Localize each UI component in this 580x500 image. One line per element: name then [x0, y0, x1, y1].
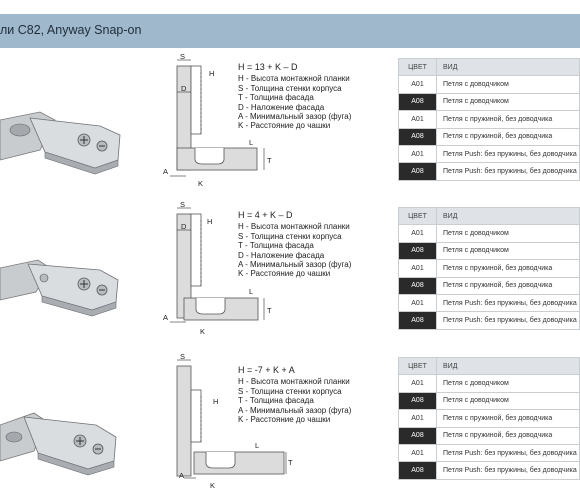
color-code: A08 — [399, 93, 437, 110]
hinge-inset-photo — [0, 395, 130, 485]
dim-label-l: L — [255, 441, 260, 450]
table-row — [399, 375, 580, 392]
table-row — [399, 260, 580, 277]
table-row — [399, 93, 580, 110]
variant-desc: Петля с пружиной, без доводчика — [437, 128, 580, 145]
color-code: A01 — [399, 111, 437, 128]
table-row — [399, 277, 580, 294]
formula-block — [238, 63, 351, 131]
legend-line: T - Толщина фасада — [238, 241, 314, 251]
variant-desc: Петля с пружиной, без доводчика — [437, 427, 580, 444]
table-row — [399, 111, 580, 128]
legend-line: H - Высота монтажной планки — [238, 222, 350, 232]
color-code: A01 — [399, 294, 437, 311]
dim-label-d: D — [181, 84, 187, 93]
dim-label-a: A — [163, 313, 169, 322]
color-code: A01 — [399, 444, 437, 461]
variant-desc: Петля Push: без пружины, без доводчика — [437, 294, 580, 311]
dim-label-s: S — [180, 52, 186, 61]
formula-block — [238, 366, 351, 424]
table-row — [399, 163, 580, 180]
dim-label-k: K — [198, 179, 204, 188]
dim-label-l: L — [249, 138, 254, 147]
dim-label-t: T — [267, 306, 272, 315]
variant-desc: Петля с доводчиком — [437, 392, 580, 409]
variant-table — [398, 207, 580, 330]
legend-line: H - Высота монтажной планки — [238, 377, 350, 387]
column-header-type: ВИД — [437, 358, 580, 375]
variant-desc: Петля с доводчиком — [437, 225, 580, 242]
variant-desc: Петля Push: без пружины, без доводчика — [437, 444, 580, 461]
variant-desc: Петля с пружиной, без доводчика — [437, 260, 580, 277]
dim-label-h: H — [209, 69, 215, 78]
legend-line: S - Толщина стенки корпуса — [238, 83, 342, 93]
variant-desc: Петля Push: без пружины, без доводчика — [437, 462, 580, 479]
column-header-type: ВИД — [437, 59, 580, 76]
legend-line: K - Расстояние до чашки — [238, 415, 331, 425]
color-code: A08 — [399, 163, 437, 180]
color-code: A01 — [399, 225, 437, 242]
legend-line: A - Минимальный зазор (фуга) — [238, 260, 352, 270]
table-row — [399, 225, 580, 242]
legend-line: T - Толщина фасада — [238, 396, 314, 406]
column-header-type: ВИД — [437, 208, 580, 225]
table-row — [399, 462, 580, 479]
color-code: A08 — [399, 462, 437, 479]
variant-desc: Петля с пружиной, без доводчика — [437, 111, 580, 128]
color-code: A01 — [399, 145, 437, 162]
variant-desc: Петля Push: без пружины, без доводчика — [437, 145, 580, 162]
legend-line: A - Минимальный зазор (фуга) — [238, 405, 352, 415]
legend-line: D - Наложение фасада — [238, 250, 325, 260]
variant-table — [398, 357, 580, 480]
variant-desc: Петля с пружиной, без доводчика — [437, 410, 580, 427]
table-row — [399, 242, 580, 259]
dim-label-l: L — [249, 287, 254, 296]
dim-label-k: K — [200, 327, 206, 336]
table-row — [399, 76, 580, 93]
variant-desc: Петля с доводчиком — [437, 93, 580, 110]
dim-label-t: T — [267, 156, 272, 165]
column-header-color: ЦВЕТ — [399, 59, 437, 76]
header-bar — [0, 14, 580, 48]
column-header-color: ЦВЕТ — [399, 208, 437, 225]
dim-label-s: S — [180, 352, 186, 361]
color-code: A01 — [399, 375, 437, 392]
legend-line: T - Толщина фасада — [238, 93, 314, 103]
table-row — [399, 410, 580, 427]
hinge-overlay-photo — [0, 90, 130, 180]
legend-line: A - Минимальный зазор (фуга) — [238, 112, 352, 122]
legend-line: H - Высота монтажной планки — [238, 74, 350, 84]
dim-label-t: T — [288, 458, 293, 467]
table-header-row — [399, 358, 580, 375]
table-row — [399, 128, 580, 145]
dim-label-d: D — [181, 222, 187, 231]
variant-desc: Петля с доводчиком — [437, 76, 580, 93]
dim-label-k: K — [210, 481, 216, 490]
formula: H = -7 + K + A — [238, 365, 295, 375]
table-row — [399, 294, 580, 311]
column-header-color: ЦВЕТ — [399, 358, 437, 375]
variant-table — [398, 58, 580, 181]
color-code: A01 — [399, 410, 437, 427]
formula: H = 4 + K – D — [238, 210, 293, 220]
dim-label-a: A — [163, 167, 169, 176]
color-code: A08 — [399, 427, 437, 444]
table-row — [399, 444, 580, 461]
table-row — [399, 145, 580, 162]
color-code: A08 — [399, 277, 437, 294]
variant-desc: Петля Push: без пружины, без доводчика — [437, 312, 580, 329]
color-code: A08 — [399, 392, 437, 409]
table-header-row — [399, 59, 580, 76]
legend-line: S - Толщина стенки корпуса — [238, 231, 342, 241]
legend-line: K - Расстояние до чашки — [238, 121, 331, 131]
variant-desc: Петля с доводчиком — [437, 375, 580, 392]
color-code: A01 — [399, 76, 437, 93]
table-row — [399, 427, 580, 444]
hinge-half-overlay-photo — [0, 240, 130, 320]
color-code: A08 — [399, 242, 437, 259]
legend-line: K - Расстояние до чашки — [238, 269, 331, 279]
color-code: A08 — [399, 312, 437, 329]
dim-label-h: H — [207, 217, 213, 226]
table-row — [399, 392, 580, 409]
table-row — [399, 312, 580, 329]
variant-desc: Петля с пружиной, без доводчика — [437, 277, 580, 294]
color-code: A08 — [399, 128, 437, 145]
dim-label-s: S — [180, 200, 186, 209]
legend-line: D - Наложение фасада — [238, 102, 325, 112]
page-title: ли C82, Anyway Snap-on — [0, 23, 142, 37]
variant-desc: Петля Push: без пружины, без доводчика — [437, 163, 580, 180]
legend-line: S - Толщина стенки корпуса — [238, 386, 342, 396]
table-header-row — [399, 208, 580, 225]
color-code: A01 — [399, 260, 437, 277]
formula: H = 13 + K – D — [238, 62, 298, 72]
dim-label-a: A — [179, 471, 185, 480]
variant-desc: Петля с доводчиком — [437, 242, 580, 259]
formula-block — [238, 211, 351, 279]
dim-label-h: H — [213, 397, 219, 406]
